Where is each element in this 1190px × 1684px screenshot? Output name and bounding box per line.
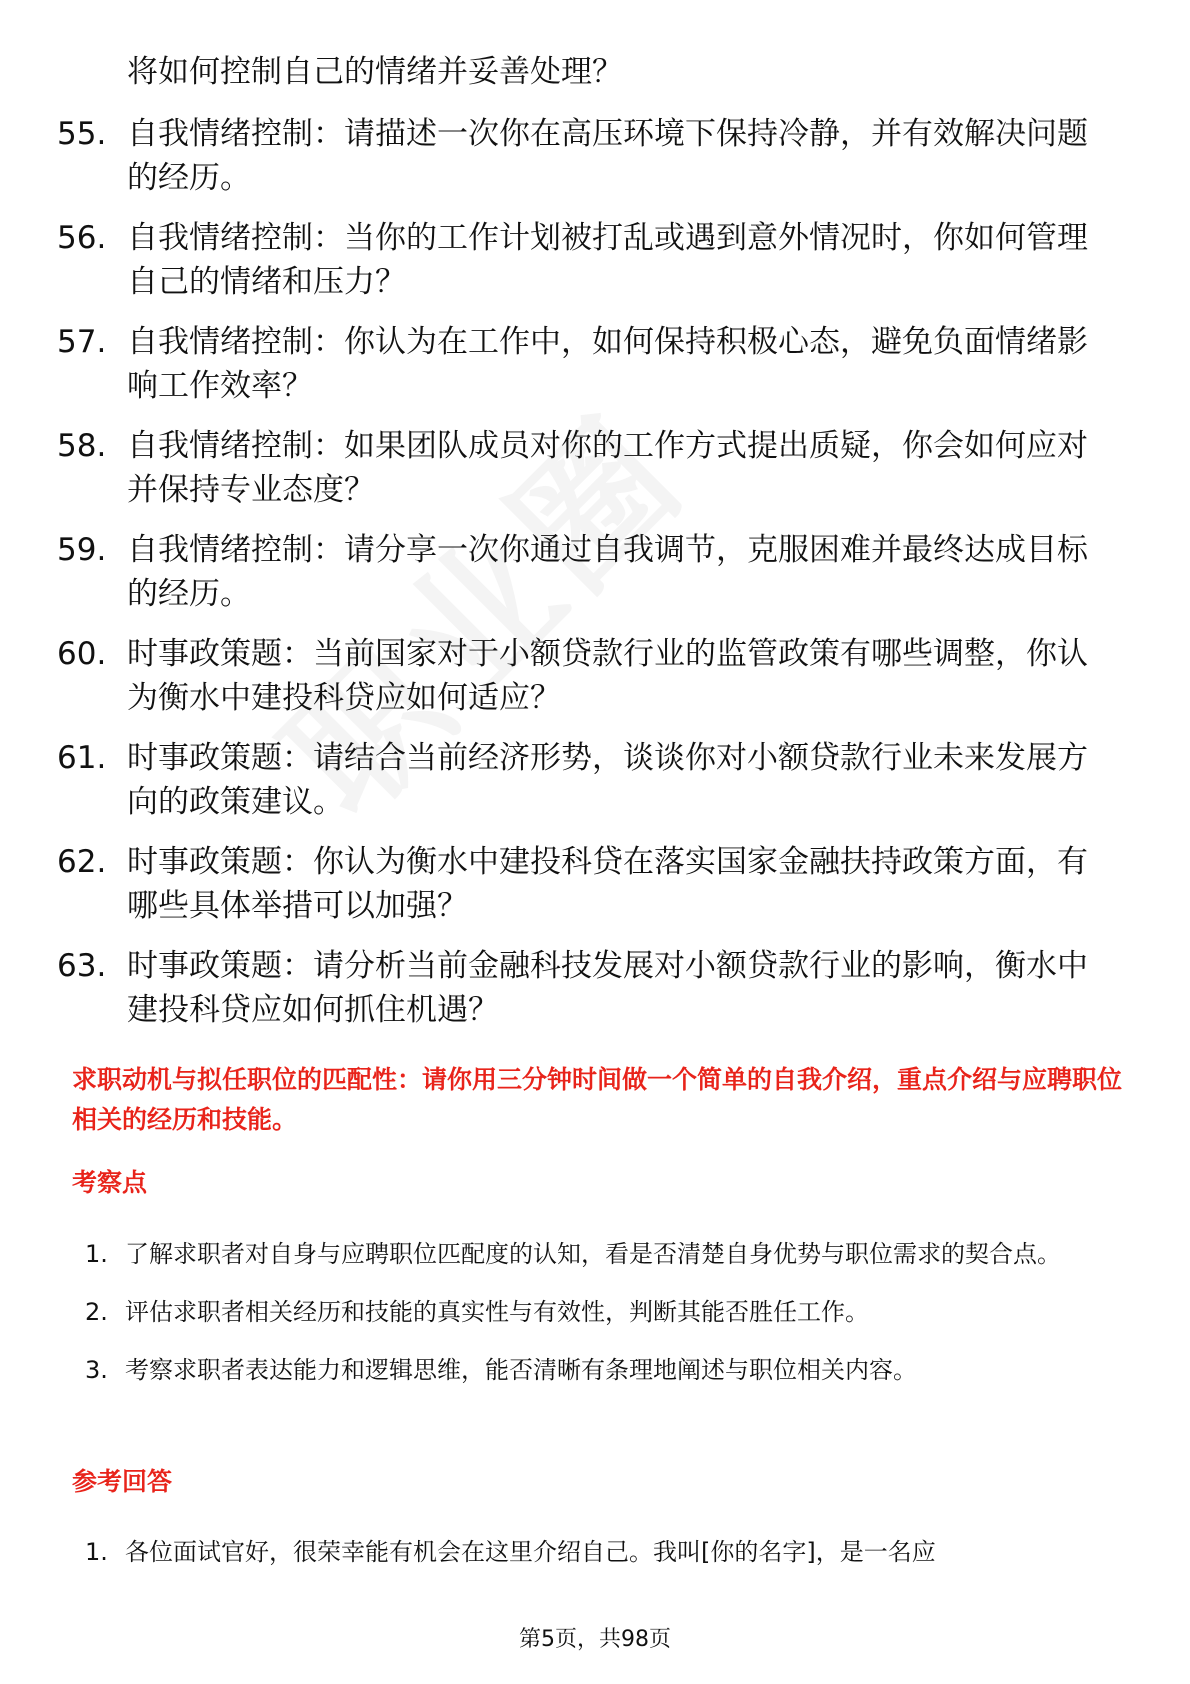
- question-number: 63.: [57, 948, 107, 984]
- question-item: [57, 320, 1117, 408]
- page-footer: 第5页，共98页: [519, 1627, 671, 1652]
- list-item-number: 2.: [85, 1298, 108, 1326]
- list-item: [85, 1341, 1130, 1399]
- question-item: [57, 424, 1117, 512]
- question-item: [57, 632, 1117, 720]
- cankao-list: [85, 1523, 1130, 1581]
- question-item: [57, 944, 1117, 1032]
- question-number: 55.: [57, 116, 107, 152]
- list-item-text: 考察求职者表达能力和逻辑思维，能否清晰有条理地阐述与职位相关内容。: [125, 1356, 917, 1384]
- question-item: [57, 112, 1117, 200]
- question-text: 自我情绪控制：请描述一次你在高压环境下保持冷静，并有效解决问题的经历。: [127, 116, 1088, 196]
- question-list: [57, 112, 1117, 1048]
- question-text: 时事政策题：你认为衡水中建投科贷在落实国家金融扶持政策方面，有哪些具体举措可以加强？: [127, 844, 1088, 924]
- question-text: 时事政策题：请分析当前金融科技发展对小额贷款行业的影响，衡水中建投科贷应如何抓住机遇？: [127, 948, 1088, 1028]
- list-item-number: 1.: [85, 1240, 108, 1268]
- list-item-text: 各位面试官好，很荣幸能有机会在这里介绍自己。我叫[你的名字]，是一名应: [125, 1538, 936, 1566]
- continuation-text: 将如何控制自己的情绪并妥善处理？: [127, 54, 623, 90]
- question-text: 自我情绪控制：请分享一次你通过自我调节，克服困难并最终达成目标的经历。: [127, 532, 1088, 612]
- question-number: 58.: [57, 428, 107, 464]
- question-text: 时事政策题：请结合当前经济形势，谈谈你对小额贷款行业未来发展方向的政策建议。: [127, 740, 1088, 820]
- question-number: 57.: [57, 324, 107, 360]
- question-item: [57, 840, 1117, 928]
- question-number: 60.: [57, 636, 107, 672]
- question-number: 61.: [57, 740, 107, 776]
- question-text: 自我情绪控制：你认为在工作中，如何保持积极心态，避免负面情绪影响工作效率？: [127, 324, 1088, 404]
- question-number: 62.: [57, 844, 107, 880]
- list-item: [85, 1283, 1130, 1341]
- question-text: 自我情绪控制：如果团队成员对你的工作方式提出质疑，你会如何应对并保持专业态度？: [127, 428, 1088, 508]
- question-item: [57, 216, 1117, 304]
- question-text: 时事政策题：当前国家对于小额贷款行业的监管政策有哪些调整，你认为衡水中建投科贷应如何适应？: [127, 636, 1088, 716]
- cankao-heading: 参考回答: [72, 1467, 173, 1496]
- question-item: [57, 528, 1117, 616]
- list-item: [85, 1225, 1130, 1283]
- question-item: [57, 736, 1117, 824]
- kaochadian-heading: 考察点: [72, 1168, 148, 1197]
- list-item-text: 评估求职者相关经历和技能的真实性与有效性，判断其能否胜任工作。: [125, 1298, 869, 1326]
- question-number: 56.: [57, 220, 107, 256]
- question-number: 59.: [57, 532, 107, 568]
- list-item: [85, 1523, 1130, 1581]
- list-item-number: 1.: [85, 1538, 108, 1566]
- list-item-text: 了解求职者对自身与应聘职位匹配度的认知，看是否清楚自身优势与职位需求的契合点。: [125, 1240, 1061, 1268]
- question-text: 自我情绪控制：当你的工作计划被打乱或遇到意外情况时，你如何管理自己的情绪和压力？: [127, 220, 1088, 300]
- list-item-number: 3.: [85, 1356, 108, 1384]
- section-heading: 求职动机与拟任职位的匹配性：请你用三分钟时间做一个简单的自我介绍，重点介绍与应聘职位相关的经历和技能。: [72, 1065, 1123, 1134]
- kaochadian-list: [85, 1225, 1130, 1399]
